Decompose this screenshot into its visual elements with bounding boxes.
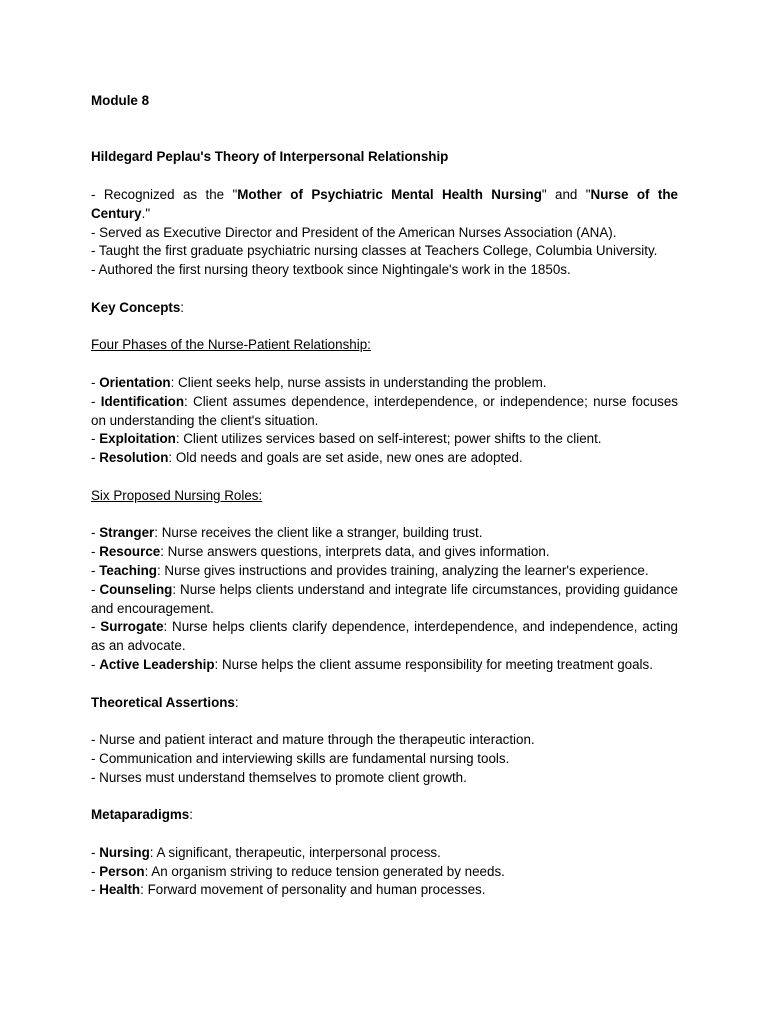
key-concepts-heading: Key Concepts: [91, 299, 185, 315]
list-item: - Health: Forward movement of personality and human processes. [91, 882, 486, 898]
list-item: - Active Leadership: Nurse helps the client assume responsibility for meeting treatment goals. [91, 656, 653, 672]
assertions-list [91, 731, 678, 787]
metaparadigms-list [91, 844, 678, 900]
list-item: - Nurse and patient interact and mature through the therapeutic interaction. [91, 732, 535, 748]
phases-heading: Four Phases of the Nurse-Patient Relationship: [91, 337, 371, 353]
assertions-heading: Theoretical Assertions: [91, 694, 239, 710]
list-item: - Teaching: Nurse gives instructions and provides training, analyzing the learner's experience. [91, 562, 649, 578]
list-item: - Counseling: Nurse helps clients understand and integrate life circumstances, providing guidance and encouragement. [91, 581, 678, 616]
list-item: - Identification: Client assumes dependence, interdependence, or independence; nurse focuses on understanding the client's situation. [91, 393, 678, 428]
list-item: - Person: An organism striving to reduce tension generated by needs. [91, 863, 505, 879]
document-title: Hildegard Peplau's Theory of Interpersonal Relationship [91, 149, 449, 165]
intro-section [91, 186, 678, 280]
document-page [91, 92, 678, 900]
roles-heading: Six Proposed Nursing Roles: [91, 487, 263, 503]
list-item: - Exploitation: Client utilizes services based on self-interest; power shifts to the client. [91, 431, 602, 447]
list-item: - Resource: Nurse answers questions, interprets data, and gives information. [91, 544, 550, 560]
intro-line-4: - Authored the first nursing theory textbook since Nightingale's work in the 1850s. [91, 262, 571, 278]
intro-line-1: - Recognized as the "Mother of Psychiatric Mental Health Nursing" and "Nurse of the Century." [91, 186, 678, 221]
list-item: - Resolution: Old needs and goals are set aside, new ones are adopted. [91, 450, 523, 466]
intro-line-2: - Served as Executive Director and President of the American Nurses Association (ANA). [91, 224, 617, 240]
list-item: - Nursing: A significant, therapeutic, interpersonal process. [91, 844, 441, 860]
intro-line-3: - Taught the first graduate psychiatric nursing classes at Teachers College, Columbia University. [91, 243, 658, 259]
phases-list [91, 374, 678, 468]
list-item: - Communication and interviewing skills are fundamental nursing tools. [91, 750, 510, 766]
metaparadigms-heading: Metaparadigms: [91, 807, 193, 823]
list-item: - Nurses must understand themselves to promote client growth. [91, 769, 467, 785]
list-item: - Stranger: Nurse receives the client like a stranger, building trust. [91, 525, 483, 541]
list-item: - Surrogate: Nurse helps clients clarify dependence, interdependence, and independence, acting as an advocate. [91, 619, 678, 654]
roles-list [91, 524, 678, 674]
list-item: - Orientation: Client seeks help, nurse assists in understanding the problem. [91, 374, 547, 390]
module-title: Module 8 [91, 93, 150, 108]
